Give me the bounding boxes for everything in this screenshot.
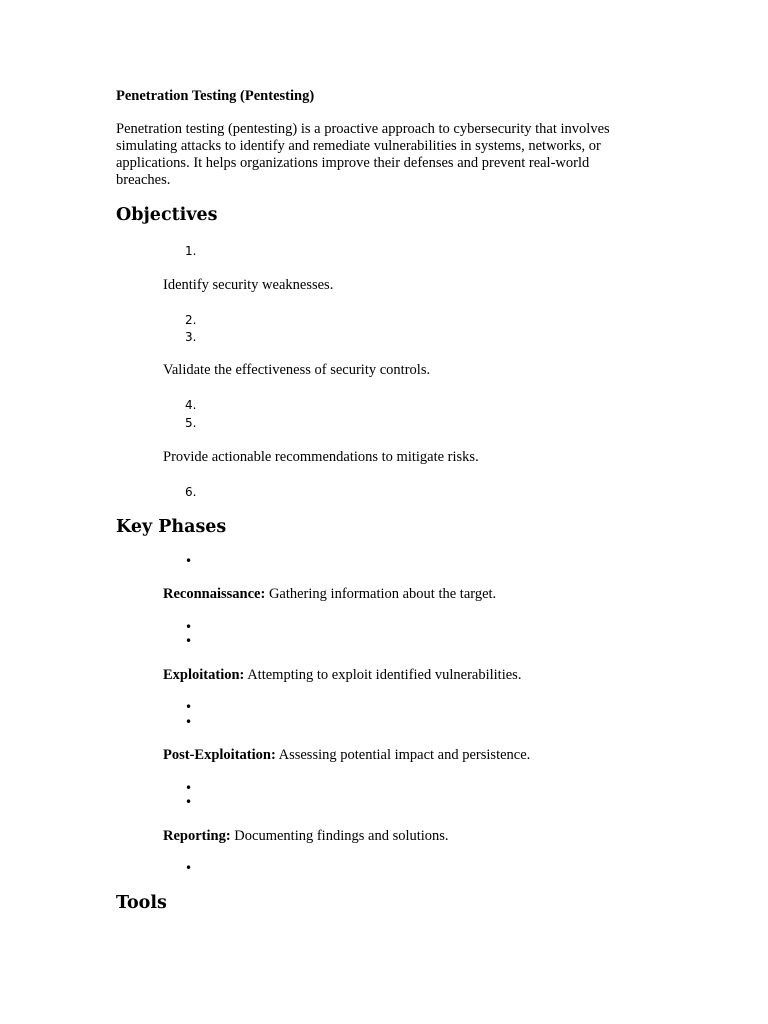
list-number: 6. xyxy=(185,485,197,499)
list-number: 4. xyxy=(185,398,197,412)
bullet-marker: • xyxy=(185,715,193,729)
intro-line: breaches. xyxy=(116,172,171,188)
document-title: Penetration Testing (Pentesting) xyxy=(116,88,315,104)
phase-term: Reporting: xyxy=(163,828,231,844)
bullet-marker: • xyxy=(185,795,193,809)
list-number: 5. xyxy=(185,416,197,430)
bullet-marker: • xyxy=(185,700,193,714)
objectives-heading: Objectives xyxy=(116,205,218,225)
phase-item xyxy=(163,586,496,603)
phase-description: Documenting findings and solutions. xyxy=(230,828,449,844)
phase-term: Post-Exploitation: xyxy=(163,747,276,763)
list-number: 3. xyxy=(185,330,197,344)
phase-item xyxy=(163,667,521,684)
bullet-marker: • xyxy=(185,634,193,648)
bullet-marker: • xyxy=(185,620,193,634)
phase-description: Attempting to exploit identified vulnerabilities. xyxy=(244,667,522,683)
phase-description: Assessing potential impact and persistence. xyxy=(275,747,531,763)
objective-item: Provide actionable recommendations to mitigate risks. xyxy=(163,449,479,465)
objective-item: Identify security weaknesses. xyxy=(163,277,334,293)
phase-term: Reconnaissance: xyxy=(163,586,266,602)
intro-line: Penetration testing (pentesting) is a proactive approach to cybersecurity that involves xyxy=(116,121,610,137)
list-number: 2. xyxy=(185,313,197,327)
objective-item: Validate the effectiveness of security controls. xyxy=(163,362,431,378)
intro-line: applications. It helps organizations improve their defenses and prevent real-world xyxy=(116,155,590,171)
phase-term: Exploitation: xyxy=(163,667,245,683)
phase-item xyxy=(163,747,530,764)
list-number: 1. xyxy=(185,244,197,258)
intro-paragraph xyxy=(116,121,676,189)
key-phases-heading: Key Phases xyxy=(116,517,227,537)
bullet-marker: • xyxy=(185,861,193,875)
phase-item xyxy=(163,828,449,845)
bullet-marker: • xyxy=(185,781,193,795)
bullet-marker: • xyxy=(185,554,193,568)
phase-description: Gathering information about the target. xyxy=(265,586,497,602)
intro-line: simulating attacks to identify and remediate vulnerabilities in systems, networks, or xyxy=(116,138,601,154)
tools-heading: Tools xyxy=(116,893,167,913)
